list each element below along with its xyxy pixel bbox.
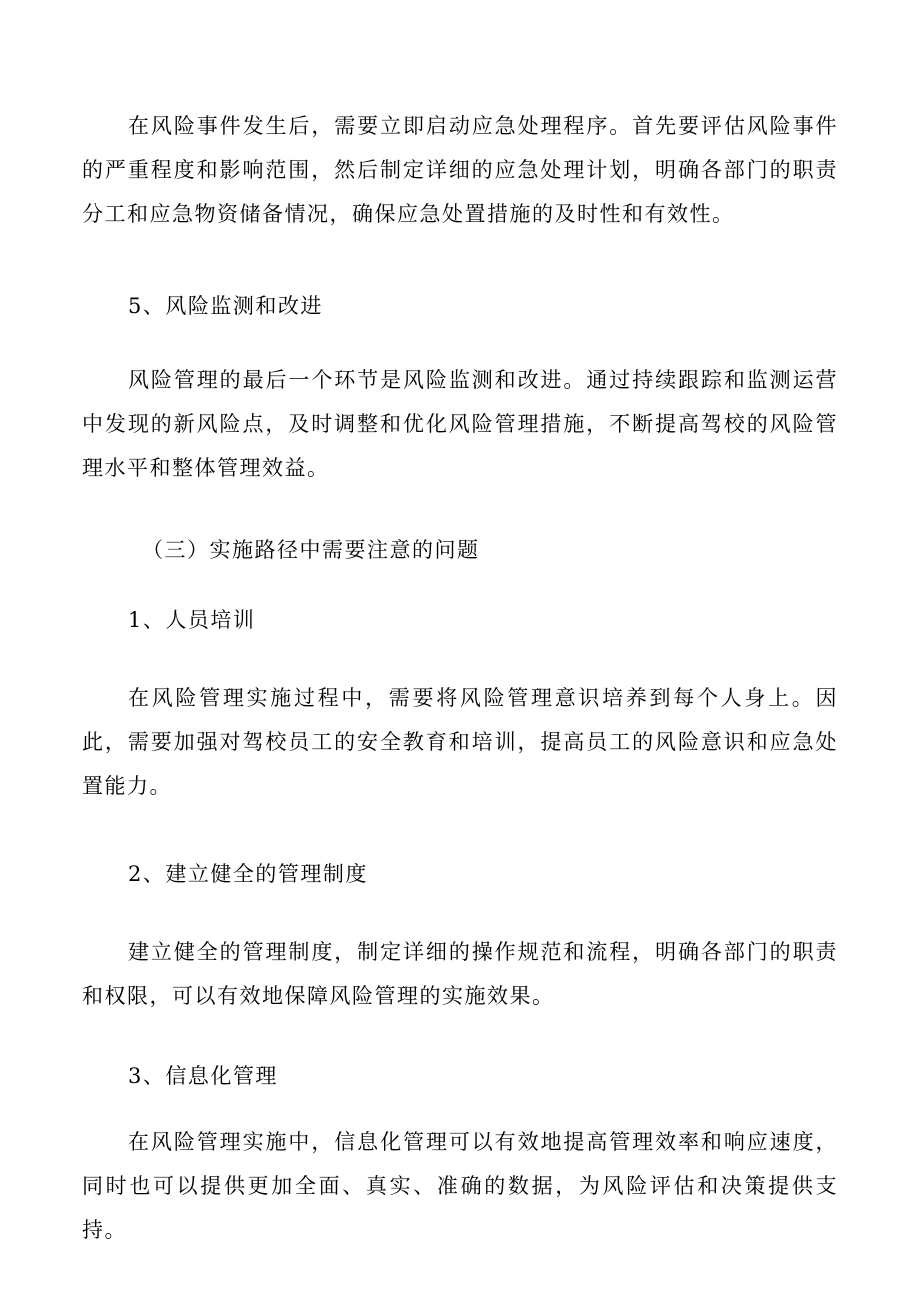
heading-risk-monitoring [82, 284, 838, 328]
paragraph-emergency-response [82, 104, 838, 236]
paragraph-text: 在风险管理实施过程中，需要将风险管理意识培养到每个人身上。因此，需要加强对驾校员工的安全教育和培训，提高员工的风险意识和应急处置能力。 [82, 686, 838, 798]
subheading-implementation-issues [82, 528, 838, 572]
subheading-text: （三）实施路径中需要注意的问题 [142, 538, 480, 562]
heading-text: 3、信息化管理 [128, 1064, 278, 1088]
paragraph-management-system [82, 930, 838, 1018]
paragraph-information-management [82, 1120, 838, 1252]
heading-staff-training [82, 598, 838, 642]
paragraph-text: 风险管理的最后一个环节是风险监测和改进。通过持续跟踪和监测运营中发现的新风险点，及时调整和优化风险管理措施，不断提高驾校的风险管理水平和整体管理效益。 [82, 368, 838, 480]
paragraph-staff-training [82, 676, 838, 808]
heading-management-system [82, 852, 838, 896]
heading-information-management [82, 1054, 838, 1098]
paragraph-text: 建立健全的管理制度，制定详细的操作规范和流程，明确各部门的职责和权限，可以有效地保障风险管理的实施效果。 [82, 940, 838, 1008]
heading-text: 5、风险监测和改进 [128, 294, 323, 318]
heading-text: 1、人员培训 [128, 608, 256, 632]
paragraph-text: 在风险事件发生后，需要立即启动应急处理程序。首先要评估风险事件的严重程度和影响范围，然后制定详细的应急处理计划，明确各部门的职责分工和应急物资储备情况，确保应急处置措施的及时性和有效性。 [82, 114, 838, 226]
paragraph-text: 在风险管理实施中，信息化管理可以有效地提高管理效率和响应速度，同时也可以提供更加全面、真实、准确的数据，为风险评估和决策提供支持。 [82, 1130, 838, 1242]
heading-text: 2、建立健全的管理制度 [128, 862, 368, 886]
paragraph-risk-monitoring [82, 358, 838, 490]
